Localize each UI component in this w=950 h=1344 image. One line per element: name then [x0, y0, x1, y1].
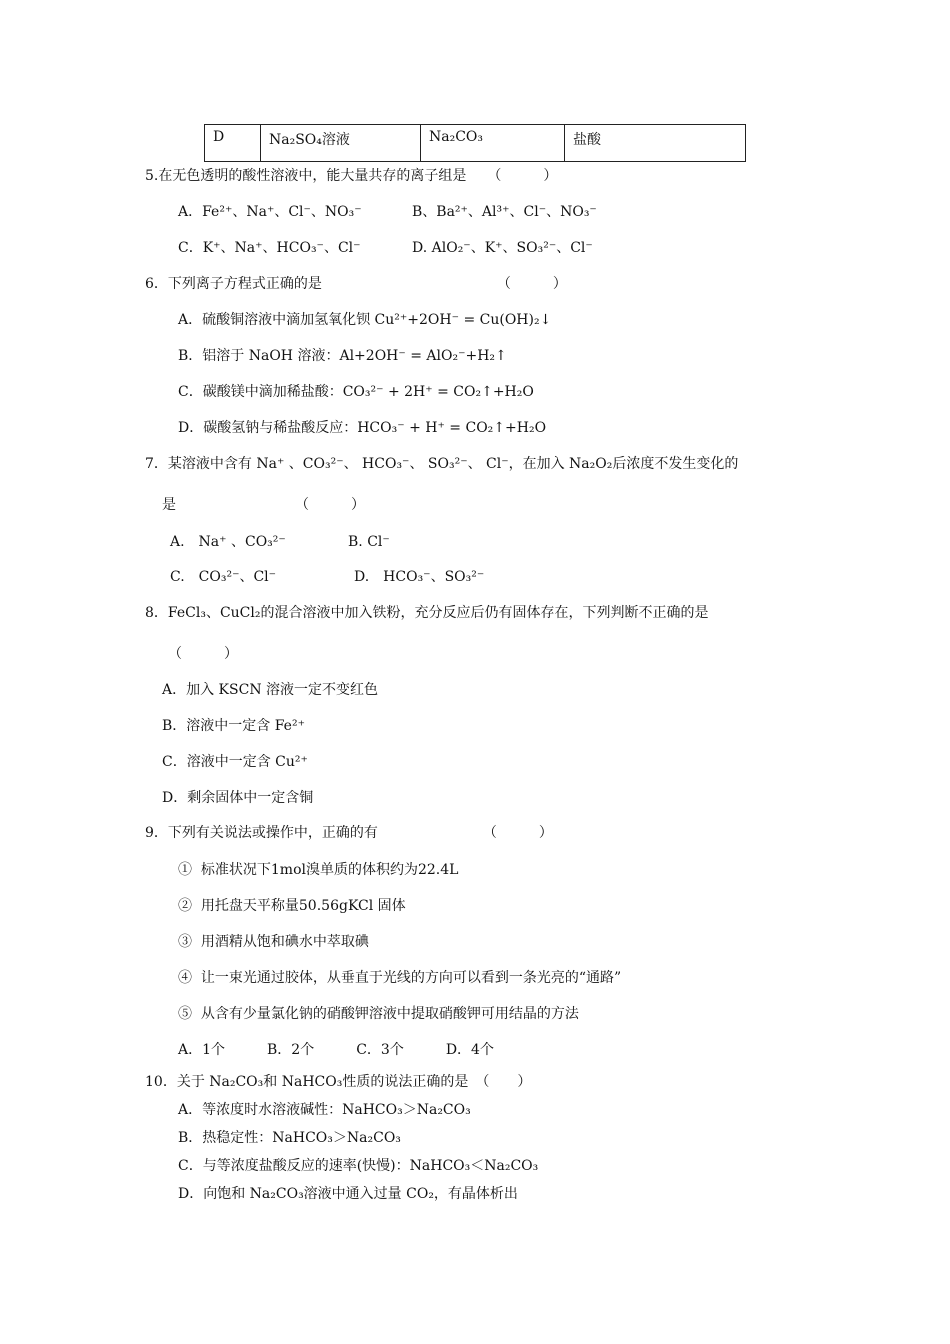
- q8-stem: 8．FeCl₃、CuCl₂的混合溶液中加入铁粉，充分反应后仍有固体存在，下列判断不正确的是: [145, 605, 709, 621]
- table-cell: D: [205, 125, 261, 162]
- q6-option-a: A．硫酸铜溶液中滴加氢氧化钡 Cu²⁺+2OH⁻ = Cu(OH)₂↓: [178, 312, 552, 328]
- q8-option-a: A．加入 KSCN 溶液一定不变红色: [162, 682, 379, 698]
- q7-option-d: D. HCO₃⁻、SO₃²⁻: [354, 569, 485, 585]
- q7-option-c: C. CO₃²⁻、Cl⁻: [170, 569, 277, 585]
- q6-option-c: C．碳酸镁中滴加稀盐酸：CO₃²⁻ + 2H⁺ = CO₂↑+H₂O: [178, 384, 534, 400]
- q5-stem: 5.在无色透明的酸性溶液中，能大量共存的离子组是 （ ）: [145, 168, 558, 184]
- q7-stem: 7．某溶液中含有 Na⁺ 、CO₃²⁻、 HCO₃⁻、 SO₃²⁻、 Cl⁻，在加入 Na₂O₂后浓度不发生变化的: [145, 456, 739, 472]
- table-cell: Na₂SO₄溶液: [261, 125, 421, 162]
- q9-statement-5: ⑤ 从含有少量氯化钠的硝酸钾溶液中提取硝酸钾可用结晶的方法: [178, 1006, 579, 1022]
- q8-option-c: C．溶液中一定含 Cu²⁺: [162, 754, 308, 770]
- q8-option-b: B．溶液中一定含 Fe²⁺: [162, 718, 305, 734]
- q5-option-a: A．Fe²⁺、Na⁺、Cl⁻、NO₃⁻: [178, 204, 362, 220]
- q5-option-c: C．K⁺、Na⁺、HCO₃⁻、Cl⁻: [178, 240, 361, 256]
- table-cell: Na₂CO₃: [421, 125, 565, 162]
- q9-options: A．1个 B．2个 C．3个 D．4个: [178, 1042, 494, 1058]
- q6-stem: 6．下列离子方程式正确的是 （ ）: [145, 276, 567, 292]
- q10-option-c: C．与等浓度盐酸反应的速率(快慢)：NaHCO₃＜Na₂CO₃: [178, 1158, 539, 1174]
- q7-option-a: A. Na⁺ 、CO₃²⁻: [170, 534, 286, 550]
- q7-option-b: B. Cl⁻: [348, 534, 390, 550]
- q6-option-b: B．铝溶于 NaOH 溶液：Al+2OH⁻ = AlO₂⁻+H₂↑: [178, 348, 507, 364]
- q5-option-d: D. AlO₂⁻、K⁺、SO₃²⁻、Cl⁻: [412, 240, 593, 256]
- q10-option-b: B．热稳定性：NaHCO₃＞Na₂CO₃: [178, 1130, 401, 1146]
- q9-stem: 9．下列有关说法或操作中，正确的有 （ ）: [145, 825, 553, 841]
- q10-stem: 10．关于 Na₂CO₃和 NaHCO₃性质的说法正确的是 （ ）: [145, 1074, 532, 1090]
- q8-stem-continued: （ ）: [168, 646, 238, 662]
- q7-stem-continued: 是 （ ）: [162, 497, 365, 513]
- q9-statement-2: ② 用托盘天平称量50.56gKCl 固体: [178, 898, 406, 914]
- table-row: [205, 125, 746, 162]
- q5-option-b: B、Ba²⁺、Al³⁺、Cl⁻、NO₃⁻: [412, 204, 597, 220]
- q8-option-d: D．剩余固体中一定含铜: [162, 790, 314, 806]
- q10-option-a: A．等浓度时水溶液碱性：NaHCO₃＞Na₂CO₃: [178, 1102, 471, 1118]
- q9-statement-1: ① 标准状况下1mol溴单质的体积约为22.4L: [178, 862, 459, 878]
- q9-statement-4: ④ 让一束光通过胶体，从垂直于光线的方向可以看到一条光亮的“通路”: [178, 970, 622, 986]
- option-table: [204, 124, 746, 162]
- q9-statement-3: ③ 用酒精从饱和碘水中萃取碘: [178, 934, 369, 950]
- table-cell: 盐酸: [565, 125, 746, 162]
- q6-option-d: D．碳酸氢钠与稀盐酸反应：HCO₃⁻ + H⁺ = CO₂↑+H₂O: [178, 420, 547, 436]
- q10-option-d: D．向饱和 Na₂CO₃溶液中通入过量 CO₂，有晶体析出: [178, 1186, 518, 1202]
